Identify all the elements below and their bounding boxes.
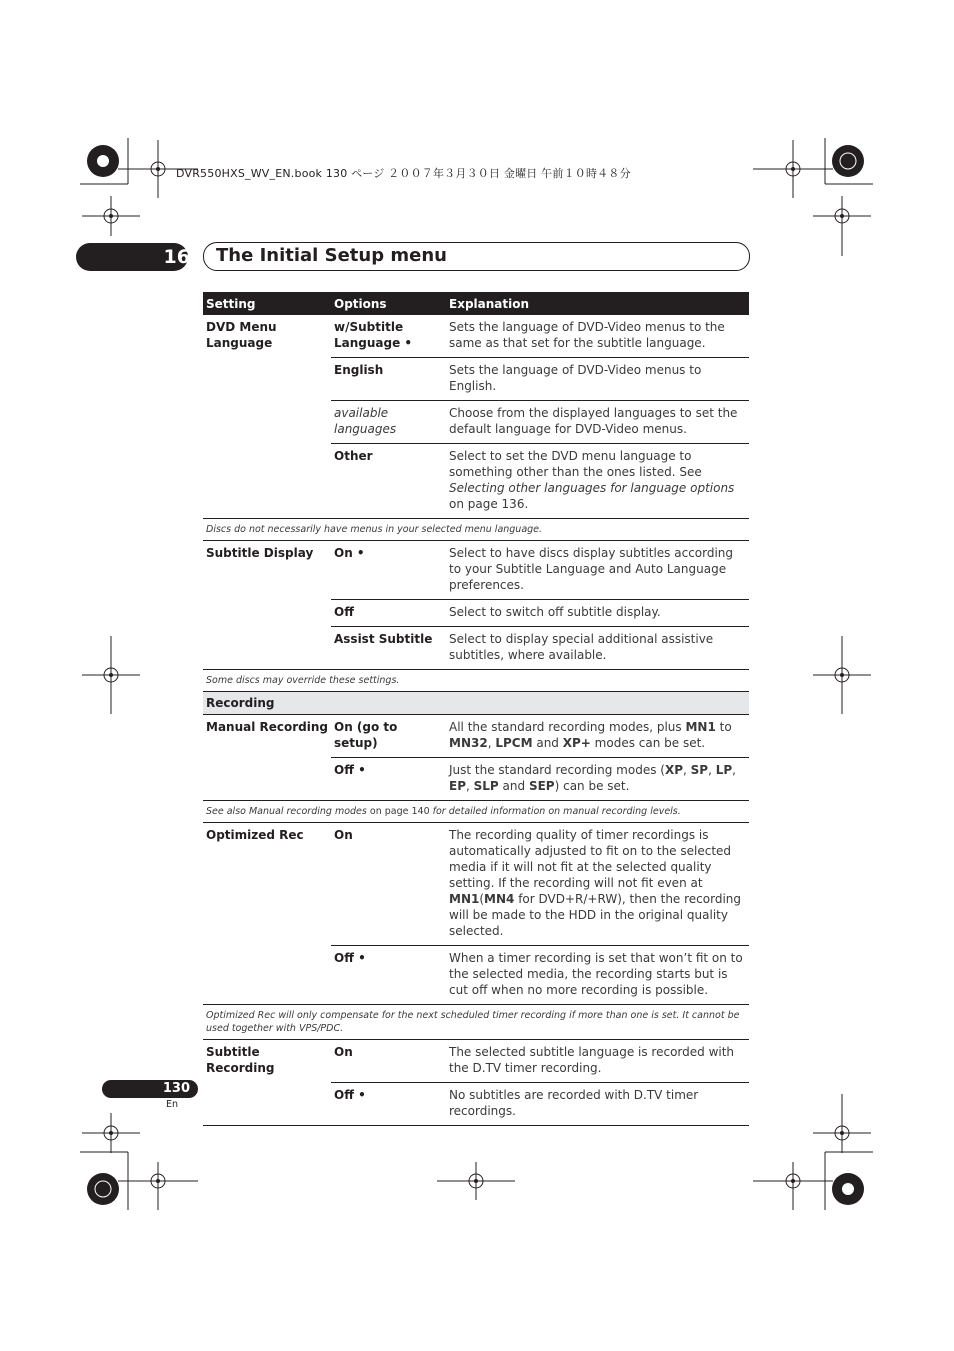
table-note: Discs do not necessarily have menus in your selected menu language. xyxy=(203,519,749,541)
option-label: English xyxy=(331,358,446,401)
option-explanation: Choose from the displayed languages to set the default language for DVD-Video menus. xyxy=(446,401,749,444)
setting-name: Subtitle Display xyxy=(206,546,314,560)
table-note-row xyxy=(203,801,749,823)
option-explanation: Sets the language of DVD-Video menus to the same as that set for the subtitle language. xyxy=(449,320,725,350)
table-row xyxy=(203,1040,749,1083)
print-header: DVR550HXS_WV_EN.book 130 ページ ２００７年３月３０日 金曜日 午前１０時４８分 xyxy=(176,167,631,180)
cross-reference-link[interactable]: Selecting other languages for language options xyxy=(449,481,735,495)
option-label: Assist Subtitle xyxy=(331,627,446,670)
option-label: Off • xyxy=(331,758,446,801)
option-explanation: Select to switch off subtitle display. xyxy=(446,600,749,627)
setting-name: Manual Recording xyxy=(206,720,329,734)
table-note-row xyxy=(203,1005,749,1040)
option-label: On xyxy=(334,828,353,842)
page-title: The Initial Setup menu xyxy=(216,245,447,266)
cross-reference-link[interactable]: See also Manual recording modes xyxy=(206,806,367,817)
option-explanation: Just the standard recording modes (XP, SP, LP, EP, SLP and SEP) can be set. xyxy=(446,758,749,801)
setting-name: Subtitle Recording xyxy=(203,1040,331,1126)
header-setting: Setting xyxy=(203,292,331,315)
header-explanation: Explanation xyxy=(446,292,749,315)
option-label: Other xyxy=(331,444,446,519)
section-heading: Recording xyxy=(203,692,749,715)
setting-name: DVD Menu Language xyxy=(206,320,277,350)
page-number: 130 xyxy=(162,1081,190,1096)
option-explanation: No subtitles are recorded with D.TV timer recordings. xyxy=(446,1083,749,1126)
explanation-text: on page 136. xyxy=(449,497,529,511)
option-explanation xyxy=(446,444,749,519)
page-language: En xyxy=(166,1099,179,1110)
option-label: available languages xyxy=(331,401,446,444)
option-explanation: The recording quality of timer recordings is automatically adjusted to fit on to the selected media if it will not fit at the selected quality setting. If the recording will not fit even at MN1(MN4 for DVD+R/+RW), then the recording will be made to the HDD in the original quality selected. xyxy=(449,828,742,938)
option-label: On • xyxy=(334,546,365,560)
table-row xyxy=(203,541,749,600)
table-header-row xyxy=(203,292,749,315)
explanation-text: Select to set the DVD menu language to something other than the ones listed. See xyxy=(449,449,702,479)
option-label: Off • xyxy=(331,946,446,1005)
section-row xyxy=(203,692,749,715)
table-note: Some discs may override these settings. xyxy=(203,670,749,692)
chapter-number: 16 xyxy=(163,246,190,268)
starburst-bottom-right xyxy=(832,1173,864,1205)
option-explanation: When a timer recording is set that won’t fit on to the selected media, the recording starts but is cut off when no more recording is possible. xyxy=(446,946,749,1005)
option-label: w/Subtitle Language • xyxy=(334,320,413,350)
setting-name: Optimized Rec xyxy=(206,828,304,842)
settings-table xyxy=(203,292,749,1126)
table-note-row xyxy=(203,670,749,692)
option-label: On xyxy=(334,1045,353,1059)
option-explanation: Select to display special additional assistive subtitles, where available. xyxy=(446,627,749,670)
option-label: Off xyxy=(331,600,446,627)
table-note: Optimized Rec will only compensate for the next scheduled timer recording if more than one is set. It cannot be used together with VPS/PDC. xyxy=(203,1005,749,1040)
option-label: On (go to setup) xyxy=(334,720,398,750)
table-row xyxy=(203,315,749,358)
table-row xyxy=(203,823,749,946)
starburst-top-left xyxy=(87,145,119,177)
option-label: Off • xyxy=(331,1083,446,1126)
table-note-row xyxy=(203,519,749,541)
table-note: See also Manual recording modes on page 140 for detailed information on manual recording levels. xyxy=(203,801,749,823)
starburst-bottom-left xyxy=(87,1173,119,1205)
header-options: Options xyxy=(331,292,446,315)
option-explanation: Select to have discs display subtitles according to your Subtitle Language and Auto Language preferences. xyxy=(449,546,734,592)
option-explanation: Sets the language of DVD-Video menus to English. xyxy=(446,358,749,401)
option-explanation: The selected subtitle language is recorded with the D.TV timer recording. xyxy=(449,1045,735,1075)
option-explanation: All the standard recording modes, plus MN1 to MN32, LPCM and XP+ modes can be set. xyxy=(449,720,732,750)
table-row xyxy=(203,715,749,758)
starburst-top-right xyxy=(832,145,864,177)
